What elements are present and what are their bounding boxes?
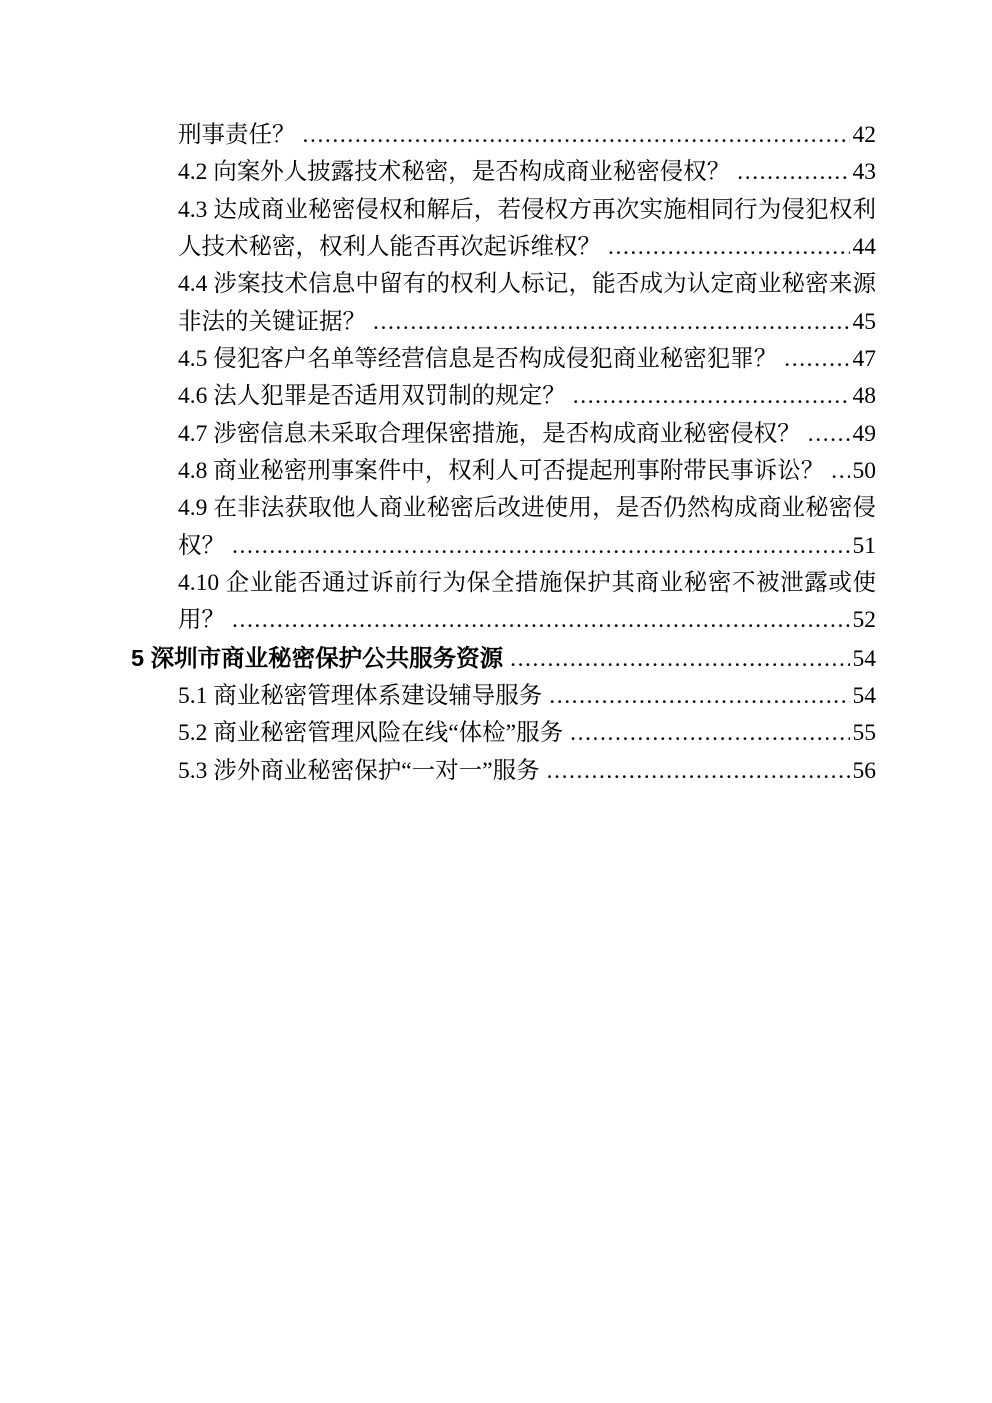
dot-leader xyxy=(549,678,849,715)
toc-page-number: 49 xyxy=(852,420,876,447)
toc-entry-text: 人技术秘密，权利人能否再次起诉维权？ xyxy=(178,233,601,260)
toc-page-number: 45 xyxy=(852,308,876,335)
toc-line-wrapped xyxy=(178,565,876,602)
toc-page-number: 54 xyxy=(852,682,876,709)
toc-line-last xyxy=(178,416,876,453)
toc-line-last xyxy=(178,117,876,154)
toc-line-last xyxy=(178,229,876,266)
toc-entry[interactable] xyxy=(131,341,876,378)
toc-entry-text: 4.3 达成商业秘密侵权和解后，若侵权方再次实施相同行为侵犯权利 xyxy=(178,196,876,223)
dot-leader xyxy=(608,229,850,266)
toc-line-last xyxy=(178,378,876,415)
toc-line-last xyxy=(178,528,876,565)
toc-line-last xyxy=(178,154,876,191)
dot-leader xyxy=(808,416,850,453)
toc-entry-text: 刑事责任？ xyxy=(178,122,296,148)
toc-entry-text: 4.4 涉案技术信息中留有的权利人标记，能否成为认定商业秘密来源 xyxy=(178,271,876,298)
toc-entry[interactable] xyxy=(131,715,876,752)
toc-page-number: 52 xyxy=(852,607,876,634)
toc-line-last xyxy=(178,753,876,790)
toc-page-number: 42 xyxy=(852,122,876,148)
toc-entry-text: 5.1 商业秘密管理体系建设辅导服务 xyxy=(178,682,543,709)
toc-page-number: 55 xyxy=(852,720,876,747)
toc-entry-text: 权？ xyxy=(178,532,225,559)
dot-leader xyxy=(570,715,849,752)
toc-entry-text: 4.5 侵犯客户名单等经营信息是否构成侵犯商业秘密犯罪？ xyxy=(178,345,778,372)
toc-entry[interactable] xyxy=(131,117,876,154)
toc-line-wrapped xyxy=(178,266,876,303)
toc-line-last xyxy=(178,678,876,715)
toc-page-number: 47 xyxy=(852,345,876,372)
toc-entry-text: 用？ xyxy=(178,607,225,634)
dot-leader xyxy=(510,641,849,678)
toc-entry-text: 非法的关键证据？ xyxy=(178,308,366,335)
dot-leader xyxy=(373,304,850,341)
dot-leader xyxy=(303,117,850,154)
toc-entry[interactable] xyxy=(131,154,876,191)
table-of-contents xyxy=(131,117,876,790)
toc-line-wrapped xyxy=(178,192,876,229)
toc-entry[interactable] xyxy=(131,192,876,267)
toc-entry-text: 4.9 在非法获取他人商业秘密后改进使用，是否仍然构成商业秘密侵 xyxy=(178,495,876,522)
toc-entry[interactable] xyxy=(131,416,876,453)
toc-entry[interactable] xyxy=(131,753,876,790)
toc-line-last xyxy=(178,304,876,341)
toc-entry[interactable] xyxy=(131,266,876,341)
toc-entry-text: 4.6 法人犯罪是否适用双罚制的规定？ xyxy=(178,383,566,410)
toc-line-last xyxy=(178,715,876,752)
toc-entry[interactable] xyxy=(131,453,876,490)
toc-entry-text: 5.2 商业秘密管理风险在线“体检”服务 xyxy=(178,720,564,747)
toc-entry[interactable] xyxy=(131,678,876,715)
toc-line-last xyxy=(178,341,876,378)
toc-line-wrapped xyxy=(178,490,876,527)
dot-leader xyxy=(573,378,850,415)
toc-page-number: 51 xyxy=(852,532,876,559)
dot-leader xyxy=(831,453,849,490)
toc-entry-text: 4.10 企业能否通过诉前行为保全措施保护其商业秘密不被泄露或使 xyxy=(178,569,876,596)
toc-page-number: 48 xyxy=(852,383,876,410)
toc-entry-text: 5.3 涉外商业秘密保护“一对一”服务 xyxy=(178,757,540,784)
toc-page-number: 56 xyxy=(852,757,876,784)
dot-leader xyxy=(232,602,850,639)
toc-entry[interactable] xyxy=(131,565,876,640)
toc-entry-text: 4.7 涉密信息未采取合理保密措施，是否构成商业秘密侵权？ xyxy=(178,420,801,447)
dot-leader xyxy=(737,154,849,191)
toc-entry[interactable] xyxy=(131,378,876,415)
dot-leader xyxy=(547,753,850,790)
toc-entry-text: 4.2 向案外人披露技术秘密，是否构成商业秘密侵权？ xyxy=(178,159,731,186)
toc-entry[interactable] xyxy=(131,490,876,565)
dot-leader xyxy=(784,341,849,378)
dot-leader xyxy=(232,528,850,565)
toc-entry-text: 4.8 商业秘密刑事案件中，权利人可否提起刑事附带民事诉讼？ xyxy=(178,457,825,484)
toc-page-number: 50 xyxy=(852,457,876,484)
toc-line-last xyxy=(131,640,876,678)
toc-entry[interactable] xyxy=(131,640,876,678)
toc-page-number: 54 xyxy=(852,645,876,672)
toc-entry-text: 5 深圳市商业秘密保护公共服务资源 xyxy=(131,644,504,671)
toc-page-number: 43 xyxy=(852,159,876,186)
toc-line-last xyxy=(178,453,876,490)
toc-line-last xyxy=(178,602,876,639)
toc-page-number: 44 xyxy=(852,233,876,260)
